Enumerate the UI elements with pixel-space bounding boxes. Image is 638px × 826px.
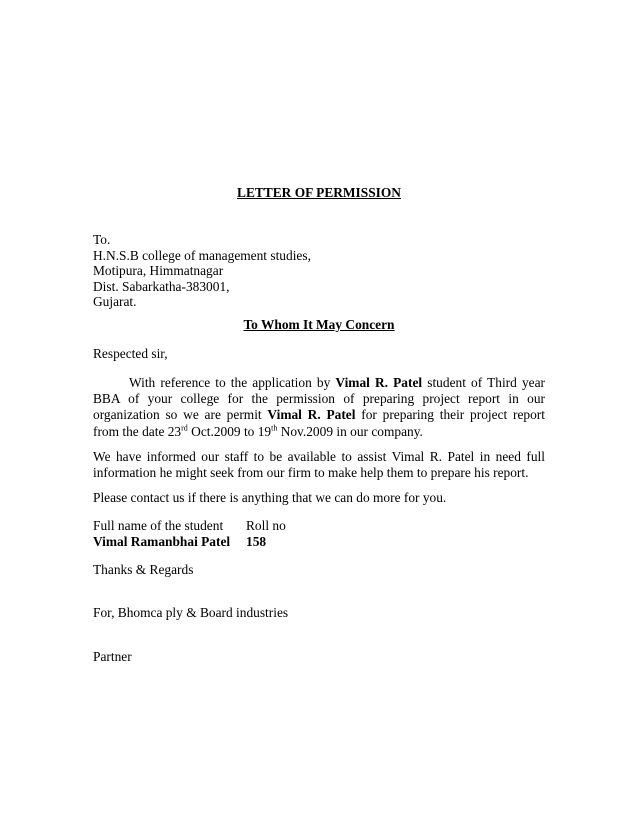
address-line: Gujarat. [93,294,137,310]
paragraph-assistance: We have informed our staff to be available to assist Vimal R. Patel in need full information he might seek from our firm to make help them to prepare his report. [93,449,545,481]
address-line: H.N.S.B college of management studies, [93,247,311,263]
para1-text: With reference to the application by [129,375,336,390]
student-name: Vimal R. Patel [267,407,356,423]
address-line: Dist. Sabarkatha-383001, [93,278,230,294]
recipient-address [93,232,311,310]
subject-line: To Whom It May Concern [243,317,395,332]
student-name: Vimal R. Patel [335,375,423,390]
para1-text: Nov.2009 in our company. [277,423,423,439]
para1-text: Oct.2009 to 19 [187,423,272,439]
salutation: Respected sir, [93,346,168,361]
roll-number: 158 [246,533,267,549]
address-line: Motipura, Himmatnagar [93,263,224,279]
ordinal-suffix: rd [181,423,188,433]
student-full-name: Vimal Ramanbhai Patel [93,533,231,549]
para1-text: student of Third year BBA of your college for the permission of preparing project report in our organization so we are permit [93,375,545,423]
student-details-row [93,534,286,550]
para1-text: for preparing their project report from the date 23 [93,407,545,439]
student-details-header [93,518,286,534]
company-name: For, Bhomca ply & Board industries [93,605,289,620]
signatory-title: Partner [93,649,132,664]
ordinal-suffix: th [271,423,278,433]
paragraph-contact: Please contact us if there is anything that we can do more for you. [93,490,447,505]
address-line: To. [93,232,111,247]
student-details [93,518,286,549]
roll-header: Roll no [246,518,286,533]
letter-title: LETTER OF PERMISSION [237,185,401,200]
name-header: Full name of the student [93,518,224,533]
closing: Thanks & Regards [93,562,194,577]
paragraph-permission [93,375,545,440]
